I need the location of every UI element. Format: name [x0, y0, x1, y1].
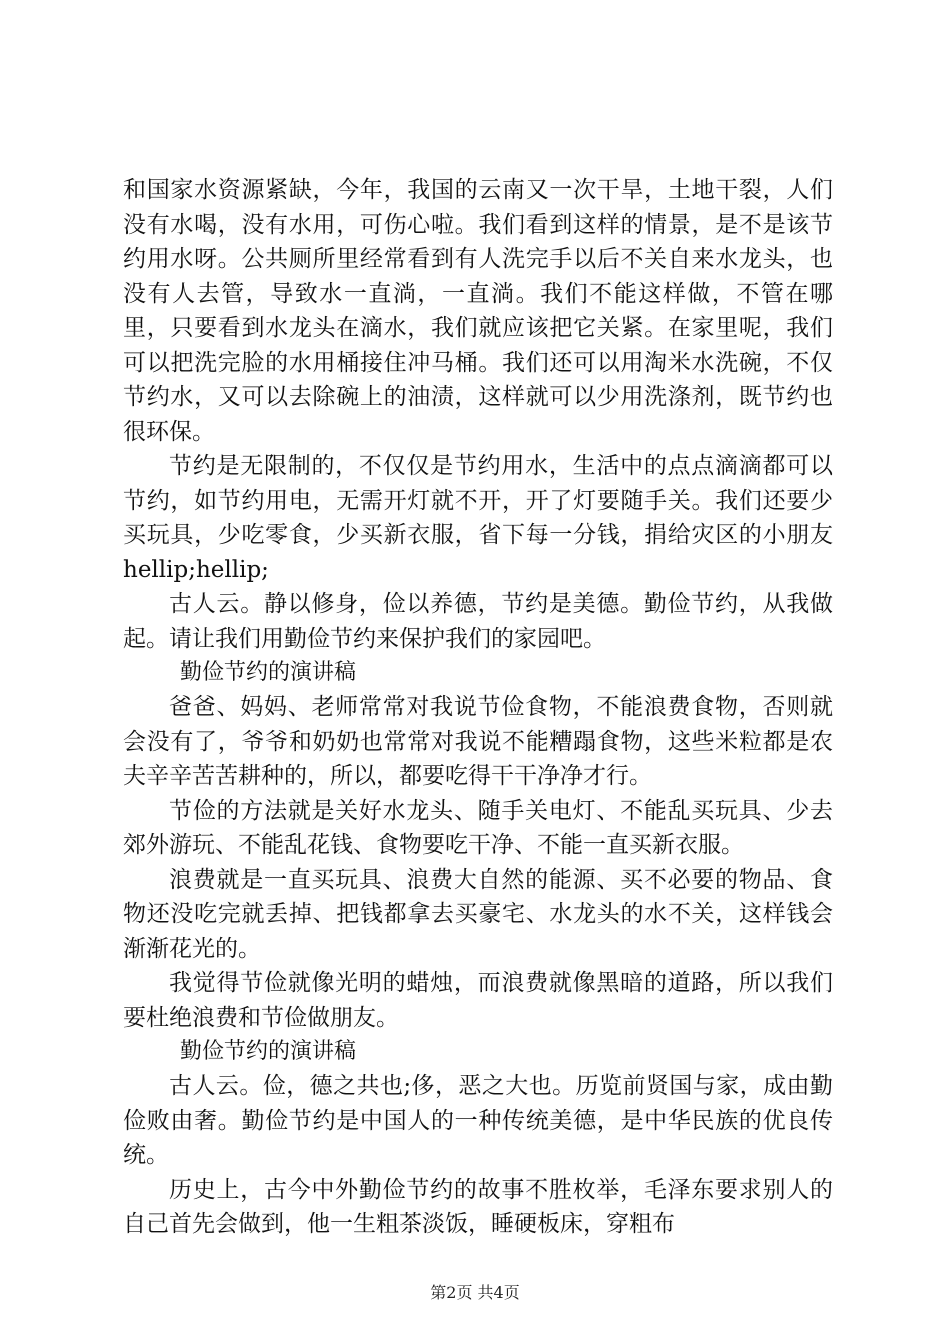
section-heading: 勤俭节约的演讲稿 [180, 660, 357, 685]
page-footer: 第2页 共4页 [430, 1283, 520, 1302]
paragraph: 节俭的方法就是关好水龙头、随手关电灯、不能乱买玩具、少去郊外游玩、不能乱花钱、食物要吃干净、不能一直买新衣服。 [123, 797, 833, 858]
paragraph: 和国家水资源紧缺，今年，我国的云南又一次干旱，土地干裂，人们没有水喝，没有水用，可伤心啦。我们看到这样的情景，是不是该节约用水呀。公共厕所里经常看到有人洗完手以后不关自来水龙头，也没有人去管，导致水一直淌，一直淌。我们不能这样做，不管在哪里，只要看到水龙头在滴水，我们就应该把它关紧。在家里呢，我们可以把洗完脸的水用桶接住冲马桶。我们还可以用淘米水洗碗，不仅节约水，又可以去除碗上的油渍，这样就可以少用洗涤剂，既节约也很环保。 [123, 177, 833, 445]
paragraph: 我觉得节俭就像光明的蜡烛，而浪费就像黑暗的道路，所以我们要杜绝浪费和节俭做朋友。 [123, 970, 833, 1031]
paragraph: 爸爸、妈妈、老师常常对我说节俭食物，不能浪费食物，否则就会没有了，爷爷和奶奶也常常对我说不能糟蹋食物，这些米粒都是农夫辛辛苦苦耕种的，所以，都要吃得干干净净才行。 [123, 694, 833, 789]
paragraph: 古人云。静以修身，俭以养德，节约是美德。勤俭节约，从我做起。请让我们用勤俭节约来保护我们的家园吧。 [123, 591, 833, 652]
paragraph: 古人云。俭，德之共也;侈，恶之大也。历览前贤国与家，成由勤俭败由奢。勤俭节约是中国人的一种传统美德，是中华民族的优良传统。 [123, 1073, 833, 1168]
paragraph: 浪费就是一直买玩具、浪费大自然的能源、买不必要的物品、食物还没吃完就丢掉、把钱都拿去买豪宅、水龙头的水不关，这样钱会渐渐花光的。 [123, 866, 833, 962]
paragraph: 节约是无限制的，不仅仅是节约用水，生活中的点点滴滴都可以节约，如节约用电，无需开灯就不开，开了灯要随手关。我们还要少买玩具，少吃零食，少买新衣服，省下每一分钱，捐给灾区的小朋友hellip;hellip; [123, 453, 833, 583]
section-heading: 勤俭节约的演讲稿 [180, 1039, 357, 1064]
paragraph: 历史上，古今中外勤俭节约的故事不胜枚举，毛泽东要求别人的自己首先会做到，他一生粗茶淡饭，睡硬板床，穿粗布 [123, 1176, 833, 1237]
document-body [123, 173, 833, 1242]
